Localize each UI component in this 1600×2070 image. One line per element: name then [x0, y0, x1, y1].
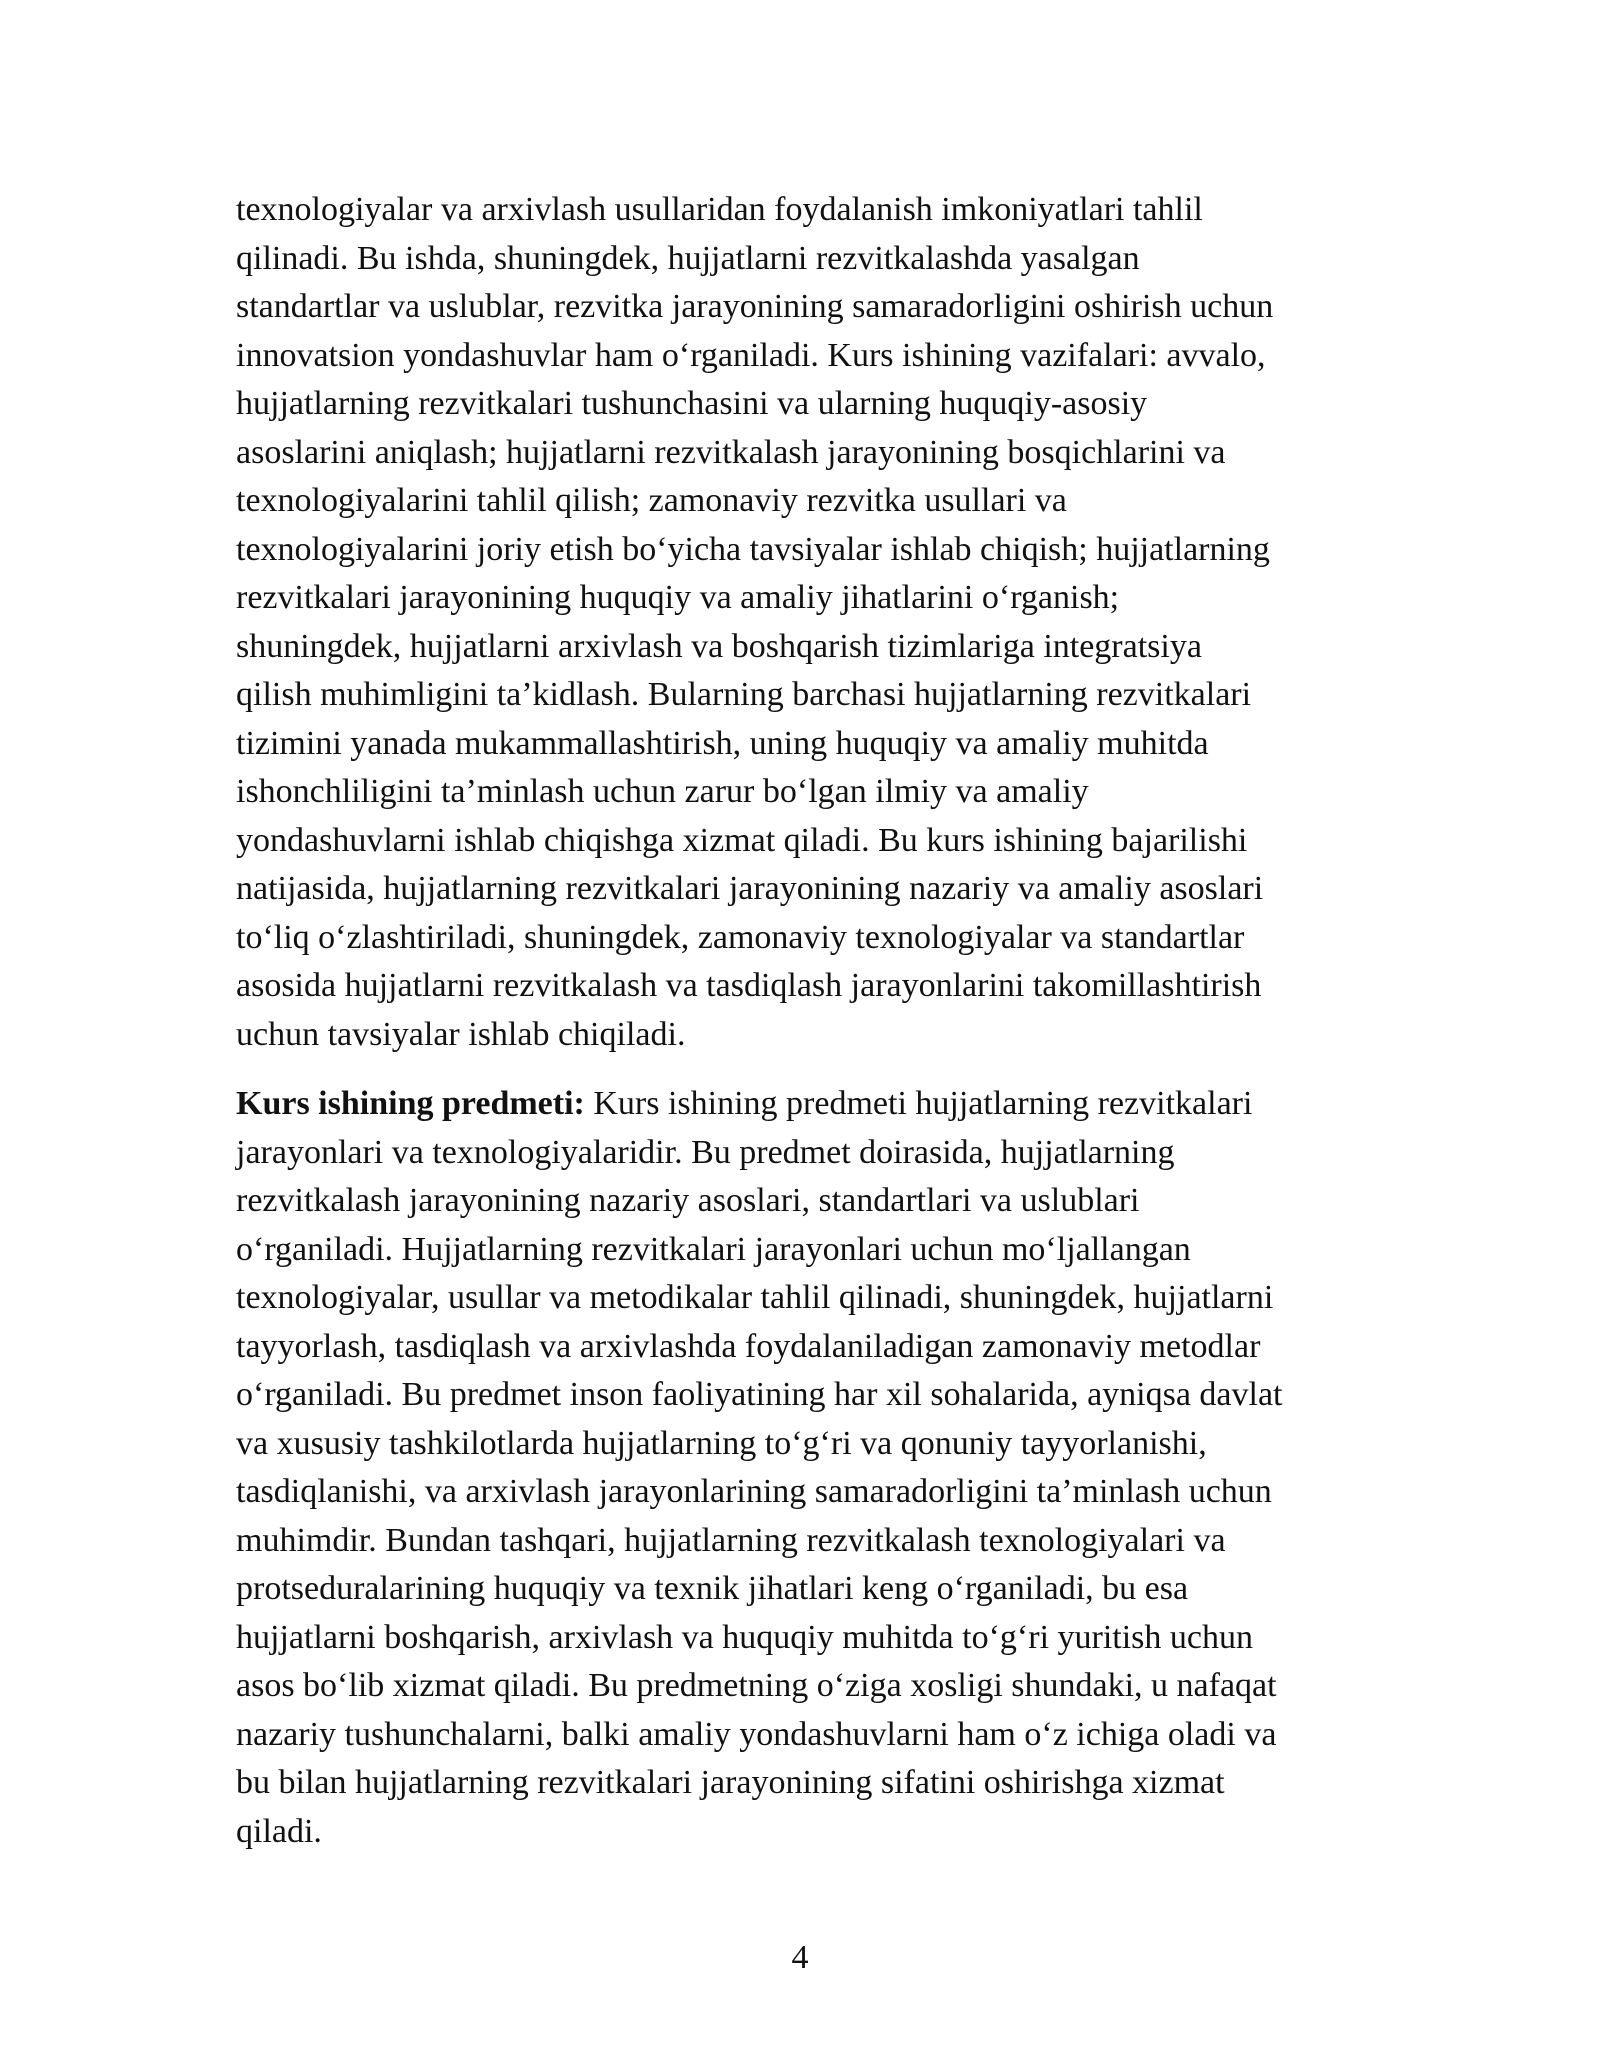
paragraph-line: innovatsion yondashuvlar ham oʻrganiladi. Kurs ishining vazifalari: avvalo,	[236, 336, 1266, 374]
paragraph-line: asoslarini aniqlash; hujjatlarni rezvitkalash jarayonining bosqichlarini va	[236, 433, 1226, 471]
paragraph-line: natijasida, hujjatlarning rezvitkalari jarayonining nazariy va amaliy asoslari	[236, 870, 1264, 907]
paragraph-line: rezvitkalari jarayonining huquqiy va amaliy jihatlarini oʻrganish;	[236, 579, 1120, 616]
paragraph-first-line	[236, 1080, 1366, 1129]
paragraph-line: jarayonlari va texnologiyalaridir. Bu predmet doirasida, hujjatlarning	[236, 1133, 1175, 1171]
paragraph-line: qiladi.	[236, 1812, 322, 1850]
paragraph-line: qilish muhimligini ta’kidlash. Bularning barchasi hujjatlarning rezvitkalari	[236, 676, 1252, 713]
paragraph-line: muhimdir. Bundan tashqari, hujjatlarning rezvitkalash texnologiyalari va	[236, 1521, 1226, 1559]
paragraph-line: nazariy tushunchalarni, balki amaliy yondashuvlarni ham oʻz ichiga oladi va	[236, 1715, 1277, 1753]
paragraph-line: tasdiqlanishi, va arxivlash jarayonlarining samaradorligini ta’minlash uchun	[236, 1473, 1272, 1510]
paragraph-first-line-text: Kurs ishining predmeti hujjatlarning rezvitkalari	[584, 1085, 1253, 1122]
paragraph-line: asosida hujjatlarni rezvitkalash va tasdiqlash jarayonlarini takomillashtirish	[236, 967, 1262, 1004]
paragraph-line: hujjatlarning rezvitkalari tushunchasini va ularning huquqiy-asosiy	[236, 385, 1148, 422]
paragraph-line: protseduralarining huquqiy va texnik jihatlari keng oʻrganiladi, bu esa	[236, 1570, 1189, 1607]
paragraph-line: yondashuvlarni ishlab chiqishga xizmat qiladi. Bu kurs ishining bajarilishi	[236, 821, 1248, 859]
paragraph-line: texnologiyalar, usullar va metodikalar tahlil qilinadi, shuningdek, hujjatlarni	[236, 1279, 1274, 1316]
subject-heading: Kurs ishining predmeti:	[236, 1085, 585, 1122]
paragraph-line: oʻrganiladi. Hujjatlarning rezvitkalari jarayonlari uchun moʻljallangan	[236, 1230, 1191, 1268]
paragraph-subject	[236, 1080, 1366, 1856]
page-number: 4	[791, 1939, 809, 1976]
paragraph-line: va xususiy tashkilotlarda hujjatlarning toʻgʻri va qonuniy tayyorlanishi,	[236, 1424, 1207, 1462]
paragraph-line: ishonchliligini ta’minlash uchun zarur boʻlgan ilmiy va amaliy	[236, 773, 1089, 810]
paragraph-line: tayyorlash, tasdiqlash va arxivlashda foydalaniladigan zamonaviy metodlar	[236, 1327, 1261, 1365]
paragraph-line: texnologiyalar va arxivlash usullaridan foydalanish imkoniyatlari tahlil	[236, 191, 1203, 228]
paragraph-line: standartlar va uslublar, rezvitka jarayonining samaradorligini oshirish uchun	[236, 288, 1274, 325]
paragraph-line: texnologiyalarini joriy etish boʻyicha tavsiyalar ishlab chiqish; hujjatlarning	[236, 530, 1270, 568]
paragraph-line: texnologiyalarini tahlil qilish; zamonaviy rezvitka usullari va	[236, 482, 1067, 519]
paragraph-line: oʻrganiladi. Bu predmet inson faoliyatining har xil sohalarida, ayniqsa davlat	[236, 1376, 1283, 1413]
paragraph-line: rezvitkalash jarayonining nazariy asoslari, standartlari va uslublari	[236, 1182, 1140, 1219]
paragraph-line: tizimini yanada mukammallashtirish, uning huquqiy va amaliy muhitda	[236, 724, 1209, 762]
paragraph-line: bu bilan hujjatlarning rezvitkalari jarayonining sifatini oshirishga xizmat	[236, 1764, 1225, 1801]
paragraph-line: asos boʻlib xizmat qiladi. Bu predmetning oʻziga xosligi shundaki, u nafaqat	[236, 1667, 1277, 1704]
paragraph-line: toʻliq oʻzlashtiriladi, shuningdek, zamonaviy texnologiyalar va standartlar	[236, 918, 1245, 956]
paragraph-line: qilinadi. Bu ishda, shuningdek, hujjatlarni rezvitkalashda yasalgan	[236, 239, 1140, 277]
paragraph-line: hujjatlarni boshqarish, arxivlash va huquqiy muhitda toʻgʻri yuritish uchun	[236, 1618, 1253, 1656]
paragraph-line: uchun tavsiyalar ishlab chiqiladi.	[236, 1015, 686, 1053]
paragraph-line: shuningdek, hujjatlarni arxivlash va boshqarish tizimlariga integratsiya	[236, 627, 1202, 665]
paragraph-tasks	[236, 186, 1366, 1059]
